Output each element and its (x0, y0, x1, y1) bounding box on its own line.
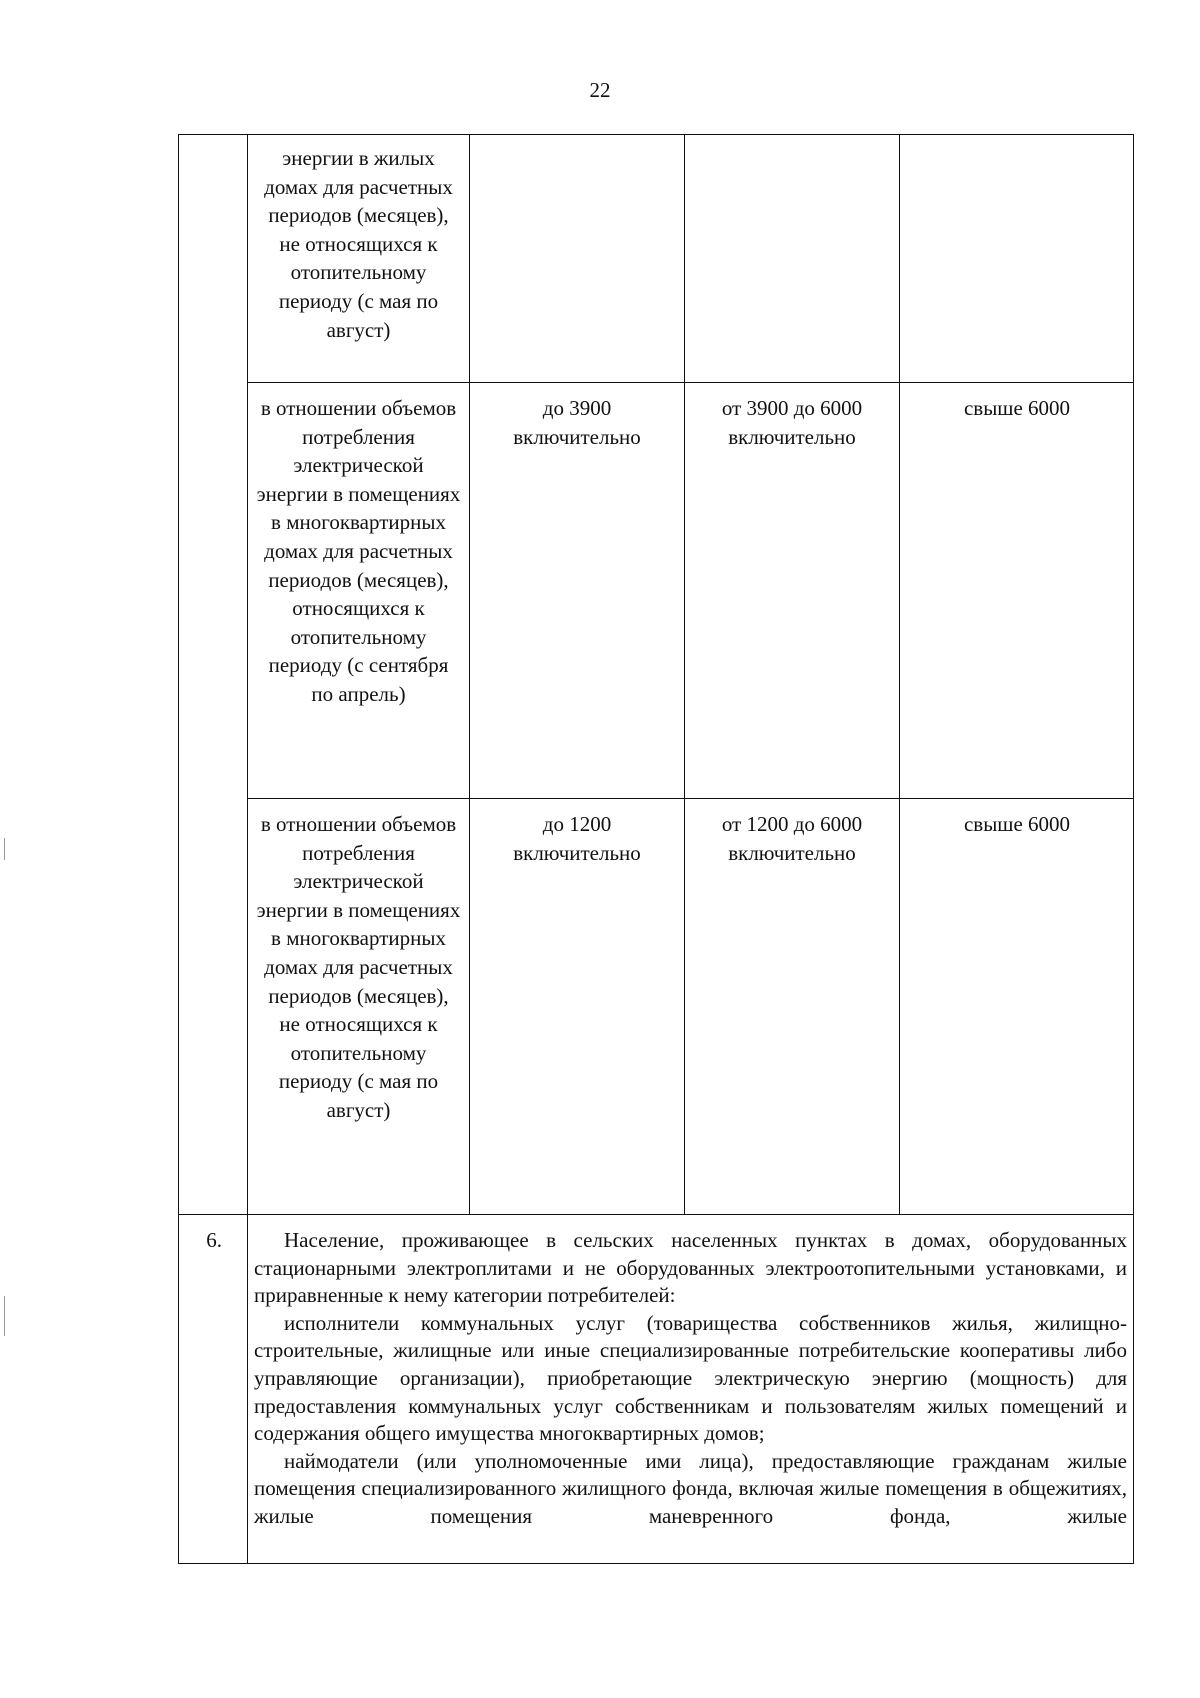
table-row-description: в отношении объемов потребления электрической энергии в помещениях в многоквартирных домах для расчетных периодов (месяцев), относящихся к отопительному периоду (с сентября по апрель) (256, 396, 461, 706)
column-divider (247, 134, 248, 1564)
row-divider (247, 798, 1134, 799)
table-right-border (1133, 134, 1134, 1564)
page-number: 22 (589, 78, 611, 102)
row-divider (178, 1214, 1134, 1215)
table-left-border (178, 134, 179, 1564)
table-cell-range-2: от 3900 до 6000 включительно (721, 396, 863, 449)
column-divider (469, 134, 470, 1214)
table-cell-range-2: от 1200 до 6000 включительно (721, 812, 863, 865)
table-row-description: в отношении объемов потребления электрической энергии в помещениях в многоквартирных домах для расчетных периодов (месяцев), не относящихся к отопительному периоду (с мая по август) (256, 812, 461, 1122)
column-divider (899, 134, 900, 1214)
table-cell-range-1: до 3900 включительно (513, 396, 641, 449)
paragraph: Население, проживающее в сельских населенных пунктах в домах, оборудованных стационарными электроплитами и не оборудованных электроотопительными установками, и приравненные к нему категории потребителей: (254, 1228, 1127, 1308)
row-divider (247, 382, 1134, 383)
paragraph: наймодатели (или уполномоченные ими лица), предоставляющие гражданам жилые помещения специализированного жилищного фонда, включая жилые помещения в общежитиях, жилые помещения маневренного фонда, жилые (254, 1448, 1127, 1528)
section-number: 6. (206, 1228, 222, 1252)
paragraph: исполнители коммунальных услуг (товарищества собственников жилья, жилищно-строительные, жилищные или иные специализированные потребительские кооперативы либо управляющие организации), приобретающие электрическую энергию (мощность) для предоставления коммунальных услуг собственникам и пользователям жилых помещений и содержания общего имущества многоквартирных домов; (254, 1310, 1127, 1446)
table-row-description: энергии в жилых домах для расчетных периодов (месяцев), не относящихся к отопительному периоду (с мая по август) (264, 146, 453, 342)
column-divider (684, 134, 685, 1214)
scan-mark (4, 838, 5, 860)
table-bottom-border (178, 1563, 1134, 1564)
tariff-table (178, 134, 1134, 1564)
scan-mark (4, 1296, 5, 1336)
table-cell-range-3: свыше 6000 (963, 812, 1071, 836)
table-cell-range-3: свыше 6000 (963, 396, 1071, 420)
section-6-text (254, 1227, 1127, 1531)
table-top-border (178, 134, 1134, 135)
table-cell-range-1: до 1200 включительно (513, 812, 641, 865)
